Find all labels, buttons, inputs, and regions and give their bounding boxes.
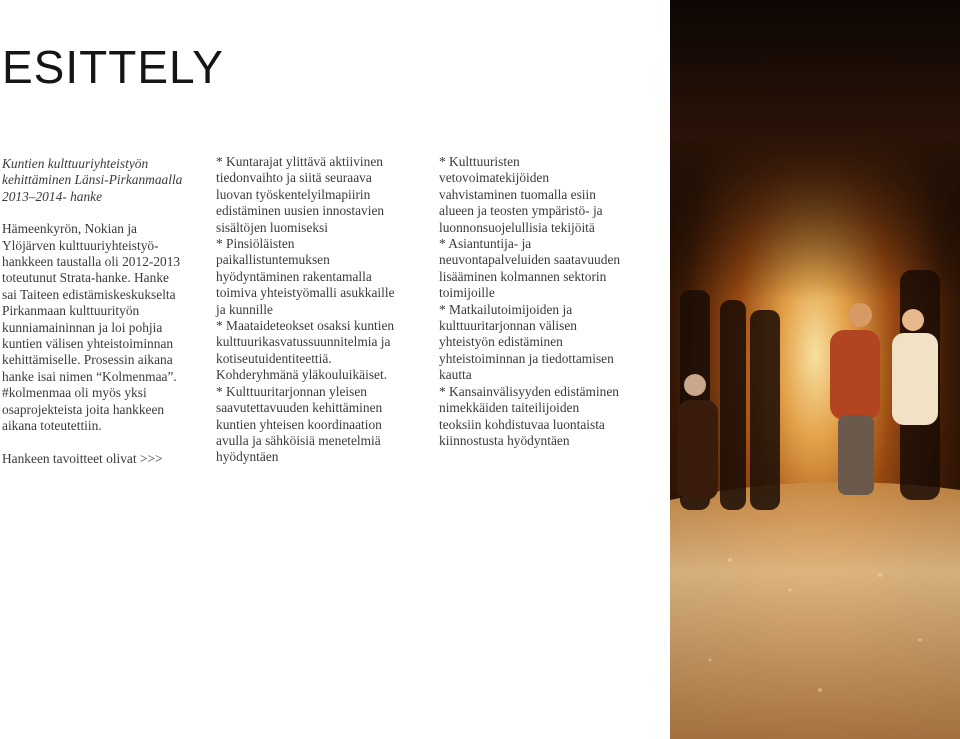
goal-line: avulla ja sähköisiä menetelmiä [216, 432, 381, 448]
goal-line: kotiseutuidentiteettiä. [216, 350, 332, 366]
goals-column-1 [216, 154, 416, 466]
goals-column-2 [439, 154, 644, 449]
text-line: kuntien välisen yhteistoiminnan [2, 336, 174, 352]
photo-illustration [670, 0, 960, 739]
goals-lead-text: Hankeen tavoitteet olivat >>> [2, 450, 163, 466]
goal-line: * Kulttuuritarjonnan yleisen [216, 383, 367, 399]
goal-line: teoksiin kohdistuvaa luontaista [439, 416, 605, 432]
project-subtitle [2, 156, 202, 205]
goal-line: paikallistuntemuksen [216, 252, 330, 268]
goal-line: yhteistoiminnan ja tiedottamisen [439, 350, 614, 366]
goal-line: * Matkailutoimijoiden ja [439, 301, 573, 317]
text-line: Hämeenkyrön, Nokian ja [2, 221, 137, 237]
text-line: kehittämiselle. Prosessin aikana [2, 352, 173, 368]
goal-line: lisääminen kolmannen sektorin [439, 268, 607, 284]
text-line: hanke isai nimen “Kolmenmaa”. [2, 368, 177, 384]
goal-line: vahvistaminen tuomalla esiin [439, 186, 596, 202]
goal-line: * Kulttuuristen [439, 154, 520, 169]
text-line: hankkeen taustalla oli 2012-2013 [2, 254, 181, 270]
subtitle-line: Kuntien kulttuuriyhteistyön [2, 156, 149, 171]
goal-line: toimiva yhteistyömalli asukkaille [216, 285, 395, 301]
text-line: sai Taiteen edistämiskeskukselta [2, 286, 176, 302]
goal-line: * Asiantuntija- ja [439, 236, 532, 252]
text-line: Ylöjärven kulttuuriyhteistyö- [2, 237, 159, 253]
goal-line: toimijoille [439, 285, 495, 301]
goal-line: kulttuuritarjonnan välisen [439, 318, 577, 334]
goal-line: hyödyntäminen rakentamalla [216, 268, 372, 284]
subtitle-line: 2013–2014- hanke [2, 188, 103, 204]
goal-line: * Pinsiöläisten [216, 236, 295, 252]
goal-line: tiedonvaihto ja siitä seuraava [216, 170, 372, 186]
text-line: aikana toteutettiin. [2, 418, 102, 434]
goal-line: luonnonsuojelullisia tekijöitä [439, 219, 595, 235]
goal-line: * Kuntarajat ylittävä aktiivinen [216, 154, 383, 169]
goal-line: kautta [439, 367, 472, 383]
goal-line: kulttuurikasvatussuunnitelmia ja [216, 334, 391, 350]
goal-line: ja kunnille [216, 301, 273, 317]
page-title: ESITTELY [2, 41, 224, 93]
text-line: kunniamaininnan ja loi pohjia [2, 319, 163, 335]
goal-line: vetovoimatekijöiden [439, 170, 550, 186]
goal-line: yhteistyön edistäminen [439, 334, 563, 350]
goal-line: kuntien yhteisen koordinaation [216, 416, 382, 432]
goal-line: Kohderyhmänä yläkouluikäiset. [216, 367, 388, 383]
text-line: osaprojekteista joita hankkeen [2, 401, 165, 417]
goal-line: luovan työskentelyilmapiirin [216, 186, 371, 202]
text-line: toteutunut Strata-hanke. Hanke [2, 270, 169, 286]
subtitle-line: kehittäminen Länsi-Pirkanmaalla [2, 172, 183, 188]
bonfire-night-photo [670, 0, 960, 739]
goal-line: sisältöjen luomiseksi [216, 219, 328, 235]
goal-line: hyödyntäen [216, 449, 279, 465]
intro-paragraph [2, 221, 202, 434]
goal-line: edistäminen uusien innostavien [216, 203, 385, 219]
goal-line: alueen ja teosten ympäristö- ja [439, 203, 603, 219]
goal-line: nimekkäiden taiteilijoiden [439, 400, 580, 416]
goal-line: kiinnostusta hyödyntäen [439, 432, 570, 448]
text-line: #kolmenmaa oli myös yksi [2, 385, 147, 401]
goal-line: saavutettavuuden kehittäminen [216, 400, 383, 416]
goal-line: * Kansainvälisyyden edistäminen [439, 383, 619, 399]
intro-column [2, 156, 202, 467]
goal-line: * Maataideteokset osaksi kuntien [216, 318, 395, 334]
goal-line: neuvontapalveluiden saatavuuden [439, 252, 621, 268]
text-line: Pirkanmaan kulttuurityön [2, 303, 140, 319]
